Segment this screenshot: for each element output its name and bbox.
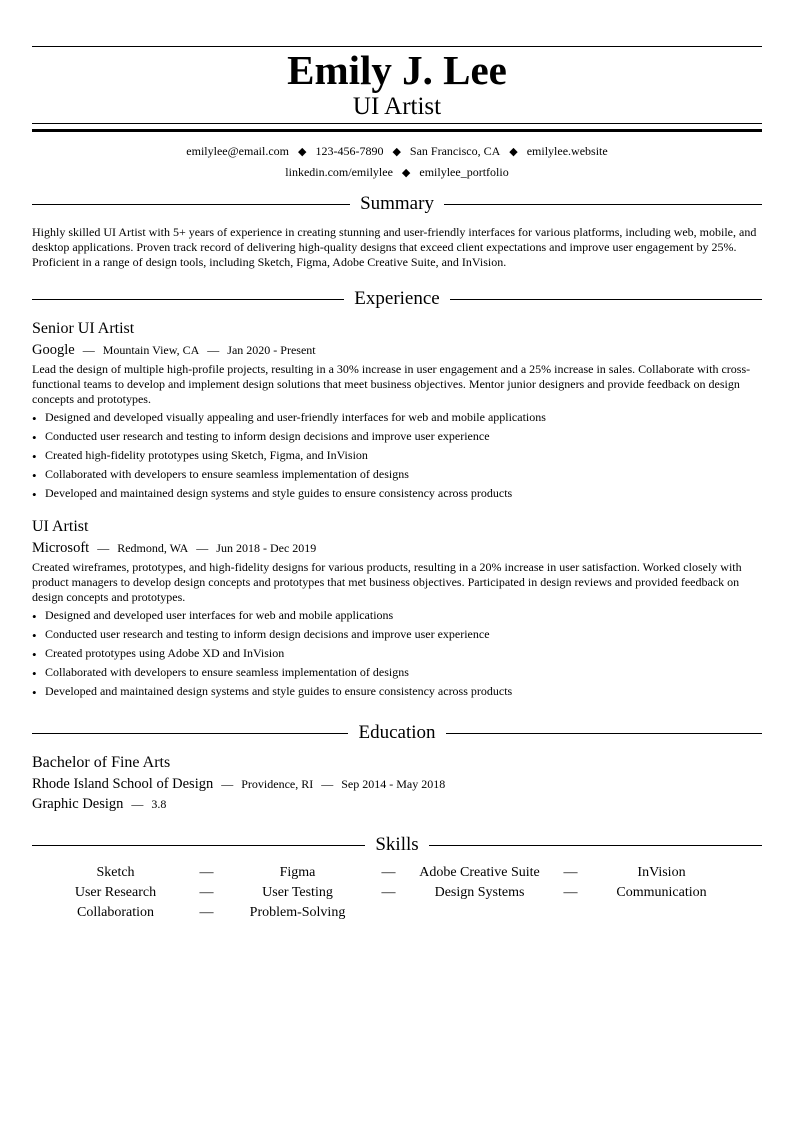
diamond-icon: ◆ [297, 146, 307, 158]
diamond-icon: ◆ [401, 167, 411, 179]
dash-separator: — [207, 343, 220, 357]
skill-item: InVision [637, 865, 686, 880]
skills-row [32, 863, 762, 883]
skill-item: Sketch [96, 865, 135, 880]
job-description: Lead the design of multiple high-profile projects, resulting in a 30% increase in user engagement and a 25% increase in sales. Collaborate with cross-functional teams to develop and implement design solutions that meet business objectives. Mentor junior designers and provide feedback on design concepts and prototypes. [32, 362, 751, 406]
list-item: • Collaborated with developers to ensure seamless implementation of designs [32, 465, 762, 484]
list-item: • Created high-fidelity prototypes using Sketch, Figma, and InVision [32, 446, 762, 465]
list-item: • Created prototypes using Adobe XD and InVision [32, 644, 762, 663]
skill-item: User Research [74, 885, 157, 900]
skill-item: Communication [616, 885, 707, 900]
skill-item: Adobe Creative Suite [419, 865, 540, 880]
summary-text: Highly skilled UI Artist with 5+ years of experience in creating stunning and user-friendly interfaces for various platforms, including web, mobile, and desktop applications. Proven track record of delivering high-quality designs that exceed client expectations and improve user engagement by 25%. Proficient in a range of design tools, including Sketch, Figma, Adobe Creative Suite, and InVision. [32, 225, 757, 269]
job-company: Microsoft [32, 540, 90, 556]
contact-line-1 [32, 143, 762, 160]
skill-item: Figma [279, 865, 316, 880]
skills-heading [32, 834, 762, 856]
heading-rule [450, 299, 762, 300]
header-thin-rule [32, 123, 762, 124]
list-item: • Designed and developed visually appealing and user-friendly interfaces for web and mobile applications [32, 408, 762, 427]
candidate-title: UI Artist [352, 93, 442, 120]
skills-heading-label: Skills [375, 834, 419, 855]
skills-row [32, 883, 762, 903]
contact-linkedin[interactable]: linkedin.com/emilylee [285, 165, 393, 179]
school-dates: Sep 2014 - May 2018 [341, 777, 446, 791]
list-item: • Designed and developed user interfaces for web and mobile applications [32, 606, 762, 625]
job-dates: Jan 2020 - Present [227, 343, 316, 357]
header-thick-rule [32, 129, 762, 132]
skill-item: Design Systems [434, 885, 525, 900]
job-location: Redmond, WA [117, 541, 189, 555]
candidate-name: Emily J. Lee [287, 47, 507, 93]
summary-heading [32, 193, 762, 215]
contact-portfolio[interactable]: emilylee_portfolio [419, 165, 509, 179]
experience-heading [32, 288, 762, 310]
heading-rule [32, 733, 348, 734]
skill-item: Problem-Solving [249, 905, 346, 920]
list-item: • Developed and maintained design systems and style guides to ensure consistency across products [32, 484, 762, 503]
contact-website[interactable]: emilylee.website [526, 144, 608, 158]
job-role: Senior UI Artist [32, 320, 135, 337]
job-org-line [32, 341, 316, 359]
job-location: Mountain View, CA [102, 343, 200, 357]
skill-item: Collaboration [77, 905, 154, 920]
dash-separator: — [221, 777, 234, 791]
heading-rule [429, 845, 762, 846]
job-org-line [32, 539, 316, 557]
diamond-icon: ◆ [509, 146, 518, 158]
dash-separator: — [131, 797, 144, 811]
contact-phone[interactable]: 123-456-7890 [315, 144, 384, 158]
heading-rule [32, 299, 344, 300]
contact-line-2 [32, 164, 762, 181]
school-location: Providence, RI [241, 777, 314, 791]
heading-rule [446, 733, 762, 734]
degree-title: Bachelor of Fine Arts [32, 754, 171, 771]
major-line [32, 795, 166, 813]
list-item: • Collaborated with developers to ensure seamless implementation of designs [32, 663, 762, 682]
job-bullets [32, 606, 762, 701]
skill-separator: — [199, 905, 214, 920]
skill-separator: — [563, 885, 578, 900]
skill-separator: — [381, 865, 396, 880]
dash-separator: — [97, 541, 110, 555]
heading-rule [32, 845, 365, 846]
contact-email[interactable]: emilylee@email.com [186, 144, 289, 158]
school-line [32, 775, 445, 793]
job-dates: Jun 2018 - Dec 2019 [216, 541, 317, 555]
major: Graphic Design [32, 796, 124, 812]
dash-separator: — [196, 541, 209, 555]
heading-rule [444, 204, 762, 205]
education-heading-label: Education [358, 722, 436, 743]
school-name: Rhode Island School of Design [32, 776, 214, 792]
contact-location: San Francisco, CA [409, 144, 501, 158]
experience-heading-label: Experience [354, 288, 440, 309]
job-role: UI Artist [32, 518, 89, 535]
dash-separator: — [82, 343, 95, 357]
list-item: • Developed and maintained design systems and style guides to ensure consistency across products [32, 682, 762, 701]
list-item: • Conducted user research and testing to inform design decisions and improve user experience [32, 427, 762, 446]
list-item: • Conducted user research and testing to inform design decisions and improve user experience [32, 625, 762, 644]
skill-separator: — [199, 865, 214, 880]
job-description: Created wireframes, prototypes, and high-fidelity designs for various products, resulting in a 20% increase in user satisfaction. Worked closely with product managers to develop design concepts and prototypes that met business objectives. Participated in design reviews and provided feedback on design concepts and prototypes. [32, 560, 742, 604]
dash-separator: — [321, 777, 334, 791]
diamond-icon: ◆ [392, 146, 401, 158]
skills-grid [32, 863, 762, 923]
skill-separator: — [381, 885, 396, 900]
job-bullets [32, 408, 762, 503]
job-company: Google [32, 342, 75, 358]
skill-separator: — [199, 885, 214, 900]
skill-item: User Testing [262, 885, 333, 900]
summary-heading-label: Summary [360, 193, 434, 214]
skills-row [32, 903, 762, 923]
gpa: 3.8 [151, 797, 167, 811]
heading-rule [32, 204, 350, 205]
skill-separator: — [563, 865, 578, 880]
education-heading [32, 722, 762, 744]
